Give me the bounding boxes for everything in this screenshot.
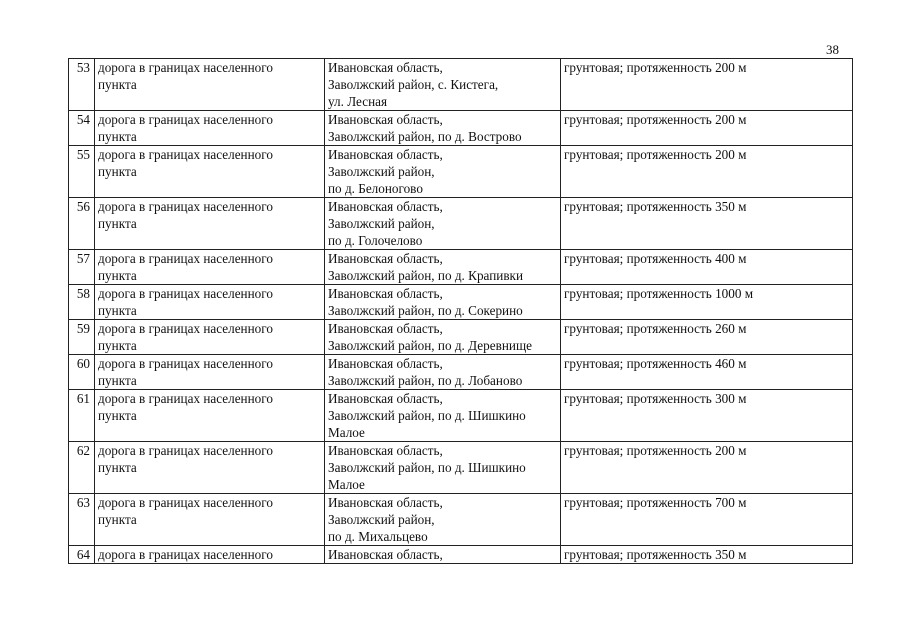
object-description: грунтовая; протяженность 400 м (561, 250, 853, 285)
object-description: грунтовая; протяженность 350 м (561, 546, 853, 564)
table-row (69, 355, 853, 390)
object-name: дорога в границах населенного пункта (95, 285, 325, 320)
object-address: Ивановская область, Заволжский район, по д. Крапивки (325, 250, 561, 285)
table-row (69, 546, 853, 564)
object-description: грунтовая; протяженность 200 м (561, 442, 853, 494)
row-number: 64 (69, 546, 95, 564)
object-name: дорога в границах населенного (95, 546, 325, 564)
table-row (69, 494, 853, 546)
object-name: дорога в границах населенного пункта (95, 494, 325, 546)
row-number: 56 (69, 198, 95, 250)
object-address: Ивановская область, Заволжский район, по д. Деревнище (325, 320, 561, 355)
table-row (69, 285, 853, 320)
object-address: Ивановская область, (325, 546, 561, 564)
row-number: 60 (69, 355, 95, 390)
object-description: грунтовая; протяженность 460 м (561, 355, 853, 390)
row-number: 58 (69, 285, 95, 320)
object-name: дорога в границах населенного пункта (95, 250, 325, 285)
object-address: Ивановская область, Заволжский район, по д. Сокерино (325, 285, 561, 320)
object-address: Ивановская область, Заволжский район, с. Кистега, ул. Лесная (325, 59, 561, 111)
object-address: Ивановская область, Заволжский район, по д. Шишкино Малое (325, 390, 561, 442)
row-number: 54 (69, 111, 95, 146)
object-address: Ивановская область, Заволжский район, по д. Голочелово (325, 198, 561, 250)
table-row (69, 59, 853, 111)
object-description: грунтовая; протяженность 200 м (561, 146, 853, 198)
row-number: 61 (69, 390, 95, 442)
page-number: 38 (826, 42, 839, 57)
table-row (69, 320, 853, 355)
object-name: дорога в границах населенного пункта (95, 198, 325, 250)
row-number: 53 (69, 59, 95, 111)
object-address: Ивановская область, Заволжский район, по д. Шишкино Малое (325, 442, 561, 494)
object-name: дорога в границах населенного пункта (95, 320, 325, 355)
object-description: грунтовая; протяженность 1000 м (561, 285, 853, 320)
object-name: дорога в границах населенного пункта (95, 111, 325, 146)
table-row (69, 146, 853, 198)
table-row (69, 442, 853, 494)
row-number: 62 (69, 442, 95, 494)
object-name: дорога в границах населенного пункта (95, 390, 325, 442)
table-row (69, 198, 853, 250)
object-description: грунтовая; протяженность 300 м (561, 390, 853, 442)
object-description: грунтовая; протяженность 350 м (561, 198, 853, 250)
object-description: грунтовая; протяженность 700 м (561, 494, 853, 546)
row-number: 57 (69, 250, 95, 285)
object-address: Ивановская область, Заволжский район, по д. Белоногово (325, 146, 561, 198)
object-description: грунтовая; протяженность 200 м (561, 111, 853, 146)
road-registry-table (68, 58, 853, 564)
object-address: Ивановская область, Заволжский район, по д. Михальцево (325, 494, 561, 546)
object-name: дорога в границах населенного пункта (95, 59, 325, 111)
object-address: Ивановская область, Заволжский район, по д. Лобаново (325, 355, 561, 390)
table-row (69, 250, 853, 285)
table-row (69, 111, 853, 146)
object-address: Ивановская область, Заволжский район, по д. Вострово (325, 111, 561, 146)
row-number: 59 (69, 320, 95, 355)
object-name: дорога в границах населенного пункта (95, 442, 325, 494)
table-row (69, 390, 853, 442)
object-name: дорога в границах населенного пункта (95, 355, 325, 390)
object-description: грунтовая; протяженность 200 м (561, 59, 853, 111)
row-number: 63 (69, 494, 95, 546)
object-name: дорога в границах населенного пункта (95, 146, 325, 198)
object-description: грунтовая; протяженность 260 м (561, 320, 853, 355)
row-number: 55 (69, 146, 95, 198)
